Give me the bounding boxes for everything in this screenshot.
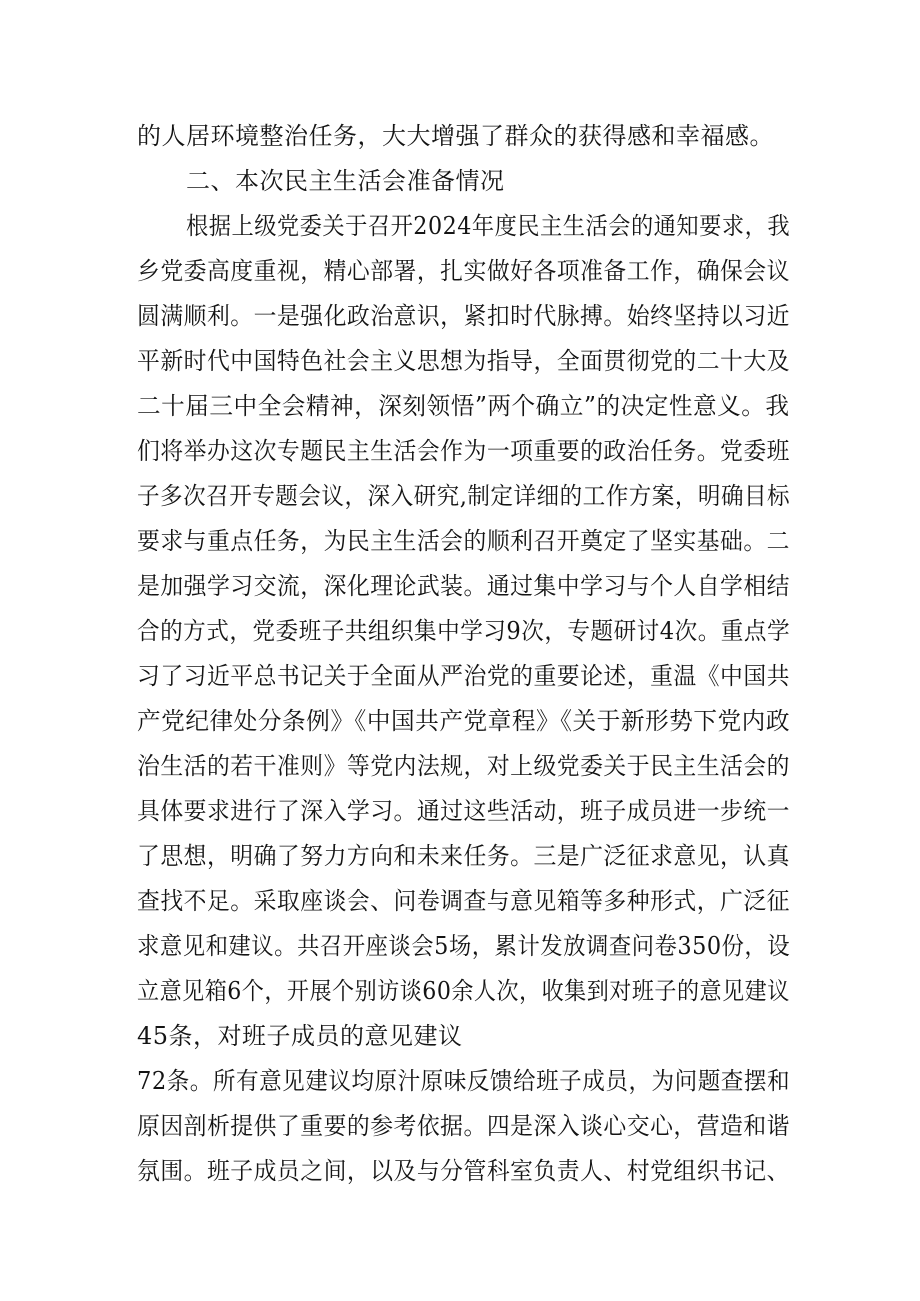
- text-line: 立意见箱6个，开展个别访谈60余人次，收集到对班子的意见建议: [137, 977, 790, 1005]
- text-line: 圆满顺利。一是强化政治意识，紧扣时代脉搏。始终坚持以习近: [137, 302, 791, 330]
- section-heading: 二、本次民主生活会准备情况: [186, 167, 505, 195]
- text-line: 是加强学习交流，深化理论武装。通过集中学习与个人自学相结: [137, 572, 791, 600]
- text-line: 的人居环境整治任务，大大增强了群众的获得感和幸福感。: [137, 122, 774, 150]
- text-line: 们将举办这次专题民主生活会作为一项重要的政治任务。党委班: [137, 437, 791, 465]
- text-line: 根据上级党委关于召开2024年度民主生活会的通知要求，我: [186, 212, 791, 240]
- text-line: 氛围。班子成员之间，以及与分管科室负责人、村党组织书记、: [137, 1157, 791, 1185]
- text-line: 查找不足。采取座谈会、问卷调查与意见箱等多种形式，广泛征: [137, 887, 791, 915]
- text-line: 要求与重点任务，为民主生活会的顺利召开奠定了坚实基础。二: [137, 527, 791, 555]
- text-line: 二十届三中全会精神，深刻领悟”两个确立”的决定性意义。我: [137, 392, 790, 420]
- text-line: 产党纪律处分条例》《中国共产党章程》《关于新形势下党内政: [137, 707, 790, 735]
- text-line: 具体要求进行了深入学习。通过这些活动，班子成员进一步统一: [137, 797, 791, 825]
- text-line: 了思想，明确了努力方向和未来任务。三是广泛征求意见，认真: [137, 842, 791, 870]
- text-line: 72条。所有意见建议均原汁原味反馈给班子成员，为问题查摆和: [137, 1067, 791, 1095]
- text-line: 合的方式，党委班子共组织集中学习9次，专题研讨4次。重点学: [137, 617, 791, 645]
- text-line: 乡党委高度重视，精心部署，扎实做好各项准备工作，确保会议: [137, 257, 791, 285]
- text-line: 治生活的若干准则》等党内法规，对上级党委关于民主生活会的: [137, 752, 791, 780]
- text-line: 求意见和建议。共召开座谈会5场，累计发放调查问卷350份，设: [137, 932, 791, 960]
- text-line: 平新时代中国特色社会主义思想为指导，全面贯彻党的二十大及: [137, 347, 791, 375]
- text-line: 45条，对班子成员的意见建议: [137, 1022, 463, 1050]
- text-line: 原因剖析提供了重要的参考依据。四是深入谈心交心，营造和谐: [137, 1112, 791, 1140]
- text-line: 习了习近平总书记关于全面从严治党的重要论述，重温《中国共: [137, 662, 791, 690]
- text-line: 子多次召开专题会议，深入研究,制定详细的工作方案，明确目标: [137, 482, 791, 510]
